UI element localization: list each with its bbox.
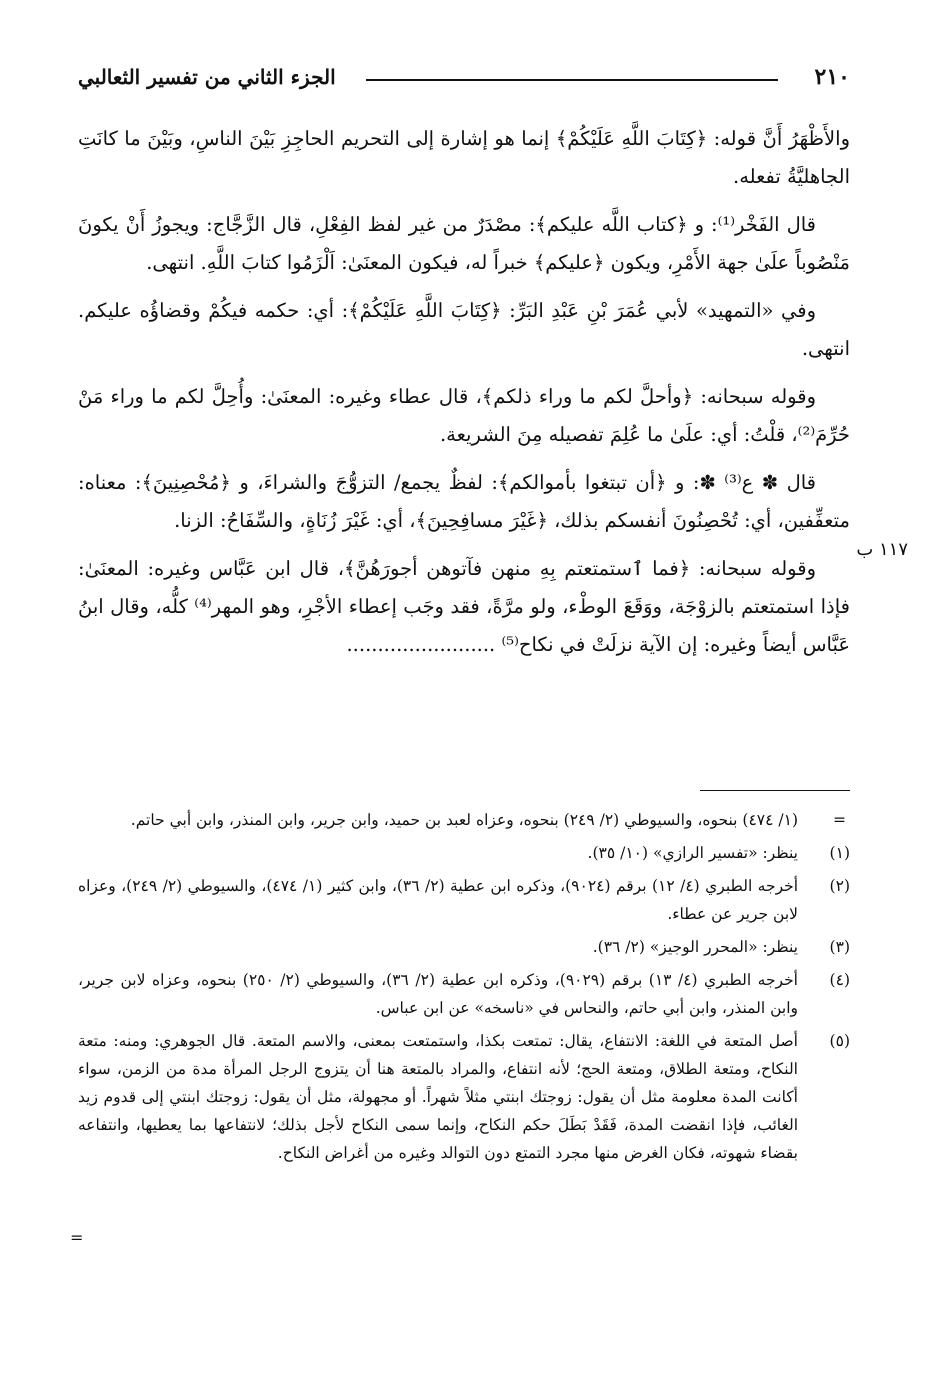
footnote-continuation (78, 806, 850, 834)
footnote (78, 933, 850, 961)
footnote-text: أخرجه الطبري (٤/ ١٣) برقم (٩٠٢٩)، وذكره ابن عطية (٢/ ٣٦)، والسيوطي (٢/ ٢٥٠) بنحوه، وعزاه لابن جرير، وابن المنذر، وابن أبي حاتم، والنحاس في «ناسخه» عن ابن عباس. (78, 971, 798, 1017)
paragraph: وقوله سبحانه: ﴿وأحلَّ لكم ما وراء ذلكم﴾، قال عطاء وغيره: المعنَىٰ: وأُحِلَّ لكم ما وراء مَنْ حُرِّمَ⁽²⁾، قلْتُ: أي: علَىٰ ما عُلِمَ تفصيله مِنَ الشريعة. (78, 385, 850, 446)
paragraph: والأَظْهَرُ أَنَّ قوله: ﴿كِتَابَ اللَّهِ عَلَيْكُمْ﴾ إنما هو إشارة إلى التحريم الحاجِزِ بَيْنَ الناسِ، وبَيْنَ ما كانَتِ الجاهليَّةُ تفعله. (78, 127, 850, 188)
footnote-number: (٣) (829, 938, 850, 956)
paragraph: قال الفَخْر⁽¹⁾: و ﴿كتاب اللَّه عليكم﴾: مصْدَرٌ من غير لفظ الفِعْلِ، قال الزَّجَّاج: ويجوزُ أَنْ يكونَ مَنْصُوباً علَىٰ جهة الأَمْرِ، ويكون ﴿عليكم﴾ خبراً له، فيكون المعنَىٰ: اَلْزَمُوا كتابَ اللَّهِ. انتهى. (78, 213, 850, 274)
footnote-number: (٢) (829, 877, 850, 895)
page-number: ٢١٠ (814, 64, 850, 90)
footnote-text: أخرجه الطبري (٤/ ١٢) برقم (٩٠٢٤)، وذكره ابن عطية (٢/ ٣٦)، وابن كثير (١/ ٤٧٤)، والسيوطي (٢/ ٢٤٩)، وعزاه لابن جرير عن عطاء. (78, 877, 799, 923)
header-rule (366, 79, 778, 81)
running-title: الجزء الثاني من تفسير الثعالبي (78, 65, 336, 89)
footnote (78, 966, 850, 1022)
footnote-number: (٤) (829, 971, 850, 989)
footnote-number: (٥) (829, 1032, 850, 1050)
footnote (78, 1027, 850, 1167)
footnote-number: (١) (829, 844, 850, 862)
page-header (78, 56, 850, 108)
footnote-text: ينظر: «تفسير الرازي» (١٠/ ٣٥). (587, 844, 798, 862)
manuscript-folio-note: ١١٧ ب (856, 539, 908, 560)
footnote-separator (700, 790, 850, 791)
paragraph: قال ✽ ع⁽³⁾ ✽: و ﴿أن تبتغوا بأموالكم﴾: لفظٌ يجمع/ التزوُّجَ والشراءَ، و ﴿مُحْصِنِينَ﴾: معناه: متعفِّفين، أي: تُحْصِنُونَ أنفسكم بذلك، ﴿غَيْرَ مسافِحِينَ﴾، أي: غَيْرَ زُنَاةٍ، والسِّفَاحُ: الزنا. (78, 471, 850, 532)
paragraph: وفي «التمهيد» لأبي عُمَرَ بْنِ عَبْدِ البَرِّ: ﴿كِتَابَ اللَّهِ عَلَيْكُمْ﴾: أي: حكمه فيكُمْ وقضاؤُه عليكم. انتهى. (78, 299, 850, 360)
main-text (78, 120, 850, 674)
continuation-mark: = (833, 811, 846, 829)
footnote-continues-mark: = (70, 1228, 84, 1247)
footnote-text: (١/ ٤٧٤) بنحوه، والسيوطي (٢/ ٢٤٩) بنحوه، وعزاه لعبد بن حميد، وابن جرير، وابن المنذر، وابن أبي حاتم. (130, 811, 798, 829)
footnote-text: ينظر: «المحرر الوجيز» (٢/ ٣٦). (592, 938, 798, 956)
paragraph: وقوله سبحانه: ﴿فما ٱستمتعتم بِهِ منهن فآتوهن أجورَهُنَّ﴾، قال ابن عَبَّاس وغيره: المعنَىٰ: فإذا استمتعتم بالزوْجَة، ووَقَعَ الوطْء، ولو مرَّةً، فقد وجَب إعطاء الأجْرِ، وهو المهر⁽⁴⁾ كلُّه، وقال ابنُ عَبَّاس أيضاً وغيره: إن الآية نزلَتْ في نكاح⁽⁵⁾ ........................ (78, 557, 850, 656)
footnote (78, 839, 850, 867)
footnote-text: أصل المتعة في اللغة: الانتفاع، يقال: تمتعت بكذا، واستمتعت بمعنى، والاسم المتعة. قال الجوهري: ومنه: متعة النكاح، ومتعة الطلاق، ومتعة الحج؛ لأنه انتفاع، والمراد بالمتعة هنا أن يتزوج الرجل المرأة مدة من الزمن، سواء أكانت المدة معلومة مثل أن يقول: زوجتك ابنتي مثلاً شهراً. أو مجهولة، مثل أن يقول: زوجتك ابنتي إلى قدوم زيد الغائب، فإذا انقضت المدة، فَقَدْ بَطَلَ حكم النكاح، وإنما سمى النكاح لأجل بذلك؛ لانتفاعها بما يعطيها، وانتفاعه بقضاء شهوته، فكان الغرض منها مجرد التمتع دون التوالد وغيره من أغراض النكاح. (78, 1032, 798, 1162)
footnotes (78, 806, 850, 1172)
footnote (78, 872, 850, 928)
